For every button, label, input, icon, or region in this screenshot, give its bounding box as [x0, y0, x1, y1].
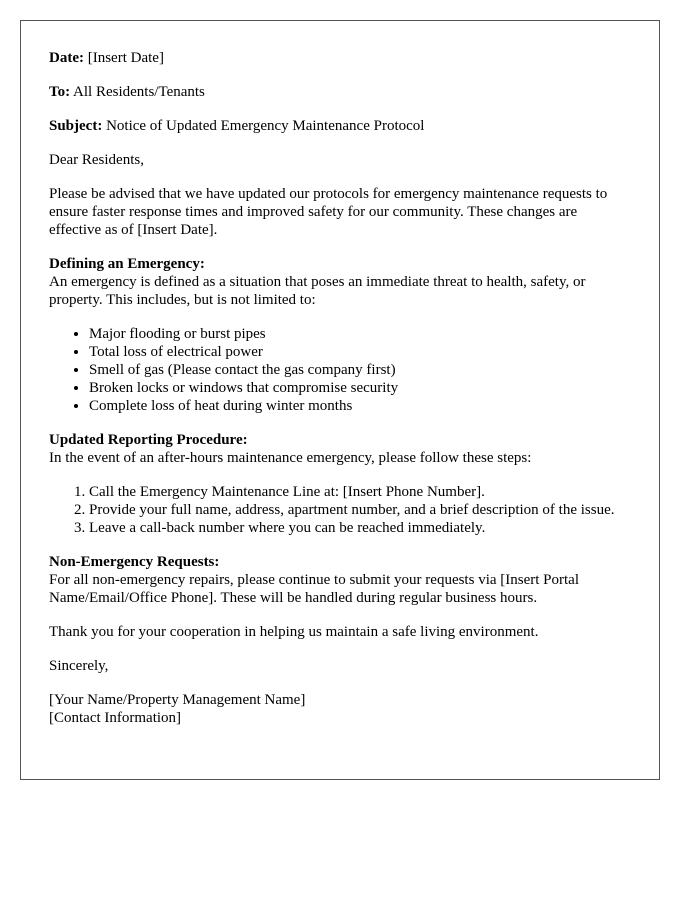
to-value: All Residents/Tenants [70, 84, 205, 100]
letter-page [20, 20, 660, 780]
to-label: To: [49, 84, 71, 100]
emergency-body: An emergency is defined as a situation that poses an immediate threat to health, safety, or property. This includes, but is not limited to: [49, 274, 586, 308]
date-value: [Insert Date] [83, 50, 164, 66]
subject-value: Notice of Updated Emergency Maintenance Protocol [102, 118, 425, 134]
list-item: 1. Call the Emergency Maintenance Line at: [Insert Phone Number]. [89, 483, 631, 501]
non-emergency-body: For all non-emergency repairs, please continue to submit your requests via [Insert Portal Name/Email/Office Phone]. These will be handled during regular business hours. [49, 572, 579, 606]
procedure-steps [49, 483, 631, 537]
list-item: 3. Leave a call-back number where you can be reached immediately. [89, 519, 631, 537]
signature-contact: [Contact Information] [49, 710, 182, 726]
signature-block [49, 691, 631, 727]
signoff: Sincerely, [49, 658, 109, 674]
emergency-section [49, 255, 631, 415]
subject-line [49, 117, 631, 135]
list-item: • Smell of gas (Please contact the gas company first) [89, 361, 631, 379]
emergency-heading: Defining an Emergency: [49, 256, 205, 272]
list-item: • Complete loss of heat during winter months [89, 397, 631, 415]
date-line [49, 49, 631, 67]
procedure-body: In the event of an after-hours maintenance emergency, please follow these steps: [49, 450, 532, 466]
to-line [49, 83, 631, 101]
subject-label: Subject: [49, 118, 103, 134]
date-label: Date: [49, 50, 84, 66]
procedure-section [49, 431, 631, 537]
emergency-list [49, 325, 631, 415]
non-emergency-section [49, 553, 631, 607]
closing-thanks: Thank you for your cooperation in helping us maintain a safe living environment. [49, 624, 539, 640]
signature-name: [Your Name/Property Management Name] [49, 692, 306, 708]
intro-paragraph: Please be advised that we have updated our protocols for emergency maintenance requests to ensure faster response times and improved safety for our community. These changes are effective as of [Insert Date]. [49, 186, 608, 238]
list-item: 2. Provide your full name, address, apartment number, and a brief description of the issue. [89, 501, 631, 519]
list-item: • Broken locks or windows that compromise security [89, 379, 631, 397]
procedure-heading: Updated Reporting Procedure: [49, 432, 248, 448]
list-item: • Major flooding or burst pipes [89, 325, 631, 343]
salutation: Dear Residents, [49, 152, 144, 168]
list-item: • Total loss of electrical power [89, 343, 631, 361]
non-emergency-heading: Non-Emergency Requests: [49, 554, 220, 570]
